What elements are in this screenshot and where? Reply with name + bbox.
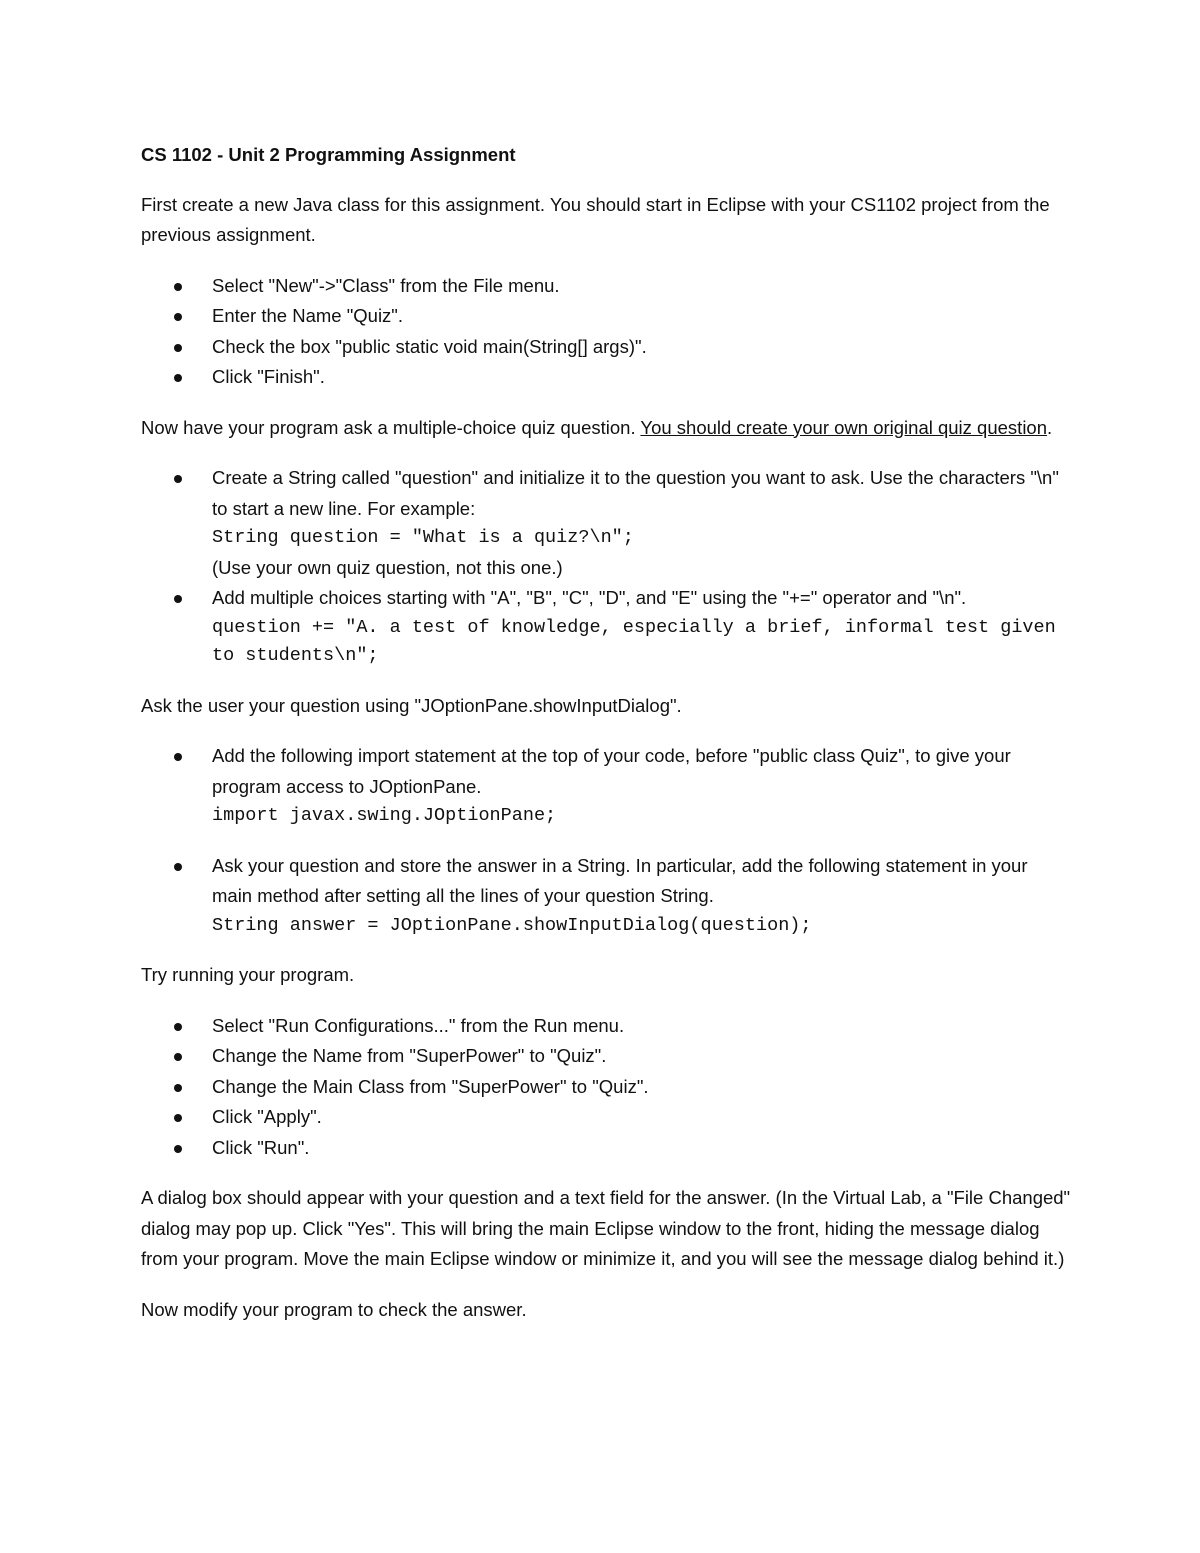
- list-item: [141, 1011, 1071, 1042]
- bullet-icon: [174, 1114, 182, 1122]
- list-item: [141, 741, 1071, 831]
- code-example: String answer = JOptionPane.showInputDialog(question);: [212, 914, 812, 936]
- list-item: [141, 332, 1071, 363]
- step-note: (Use your own quiz question, not this one.): [212, 556, 563, 578]
- bullet-icon: [174, 863, 182, 871]
- list-item: [141, 362, 1071, 393]
- quiz-intro-underlined: You should create your own original quiz question: [640, 416, 1048, 438]
- step-text: Add the following import statement at the top of your code, before "public class Quiz", to give your program access to JOptionPane.: [212, 745, 1011, 797]
- bullet-icon: [174, 1023, 182, 1031]
- create-class-steps: [141, 271, 1071, 393]
- step-text: Change the Name from "SuperPower" to "Quiz".: [212, 1045, 607, 1066]
- bullet-icon: [174, 313, 182, 321]
- intro-paragraph: First create a new Java class for this assignment. You should start in Eclipse with your CS1102 project from the previous assignment.: [141, 193, 1050, 245]
- quiz-intro-end: .: [1047, 416, 1053, 438]
- bullet-icon: [174, 374, 182, 382]
- step-text: Add multiple choices starting with "A", "B", "C", "D", and "E" using the "+=" operator and "\n".: [212, 587, 967, 608]
- run-steps: [141, 1011, 1071, 1164]
- document-page: [141, 140, 1071, 1345]
- step-text: Change the Main Class from "SuperPower" to "Quiz".: [212, 1075, 649, 1097]
- bullet-icon: [174, 283, 182, 291]
- dialog-note-paragraph: A dialog box should appear with your question and a text field for the answer. (In the Virtual Lab, a "File Changed" dialog may pop up. Click "Yes". This will bring the main Eclipse window to the front, hiding the message dialog from your program. Move the main Eclipse window or minimize it, and you will see the message dialog behind it.): [141, 1187, 1071, 1269]
- step-text: Enter the Name "Quiz".: [212, 305, 404, 326]
- list-item: [141, 301, 1071, 332]
- closing-paragraph: Now modify your program to check the answer.: [141, 1298, 527, 1320]
- list-item: [141, 1102, 1071, 1133]
- code-example: String question = "What is a quiz?\n";: [212, 527, 634, 548]
- bullet-icon: [174, 595, 182, 603]
- step-text: Create a String called "question" and initialize it to the question you want to ask. Use the characters "\n" to start a new line. For example:: [212, 467, 1059, 519]
- quiz-intro-paragraph: [141, 413, 1071, 444]
- ask-steps: [141, 741, 1071, 940]
- question-steps: [141, 463, 1071, 671]
- bullet-icon: [174, 344, 182, 352]
- bullet-icon: [174, 1145, 182, 1153]
- list-item: [141, 1041, 1071, 1072]
- code-example: import javax.swing.JOptionPane;: [212, 805, 557, 826]
- bullet-icon: [174, 1084, 182, 1092]
- step-text: Check the box "public static void main(String[] args)".: [212, 335, 647, 357]
- step-text: Click "Finish".: [212, 366, 325, 387]
- list-item: [141, 271, 1071, 302]
- run-intro-paragraph: Try running your program.: [141, 964, 355, 985]
- bullet-icon: [174, 475, 182, 483]
- list-item: [141, 463, 1071, 583]
- ask-intro-paragraph: Ask the user your question using "JOptionPane.showInputDialog".: [141, 694, 682, 716]
- quiz-intro-text: Now have your program ask a multiple-choice quiz question.: [141, 416, 641, 438]
- step-text: Select "New"->"Class" from the File menu.: [212, 274, 560, 296]
- step-text: Click "Apply".: [212, 1106, 322, 1127]
- list-item: [141, 1072, 1071, 1103]
- list-item: [141, 851, 1071, 941]
- step-text: Ask your question and store the answer in a String. In particular, add the following statement in your main method after setting all the lines of your question String.: [212, 854, 1028, 906]
- step-text: Select "Run Configurations..." from the Run menu.: [212, 1014, 625, 1036]
- step-text: Click "Run".: [212, 1136, 310, 1158]
- bullet-icon: [174, 1053, 182, 1061]
- bullet-icon: [174, 753, 182, 761]
- list-item: [141, 583, 1071, 671]
- code-example: question += "A. a test of knowledge, especially a brief, informal test given to students\n";: [212, 616, 1067, 666]
- page-title: CS 1102 - Unit 2 Programming Assignment: [141, 144, 516, 165]
- list-item: [141, 1133, 1071, 1164]
